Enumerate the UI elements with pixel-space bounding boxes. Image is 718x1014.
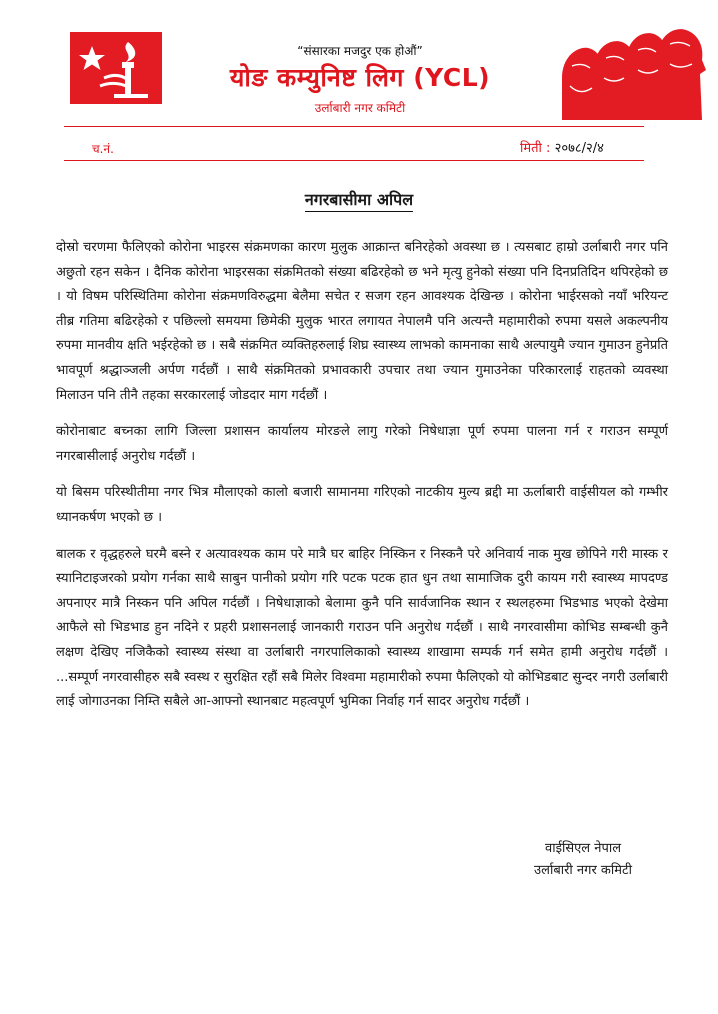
header-divider-bottom — [64, 160, 644, 161]
header-divider-top — [64, 126, 644, 127]
paragraph-1: दोस्रो चरणमा फैलिएको कोरोना भाइरस संक्रमणका कारण मुलुक आक्रान्त बनिरहेको अवस्था छ । त्यसबाट हाम्रो उर्लाबारी नगर पनि अछुतो रहन सकेन । दैनिक कोरोना भाइरसका संक्रमितको संख्या बढिरहेको छ भने मृत्यु हुनेको संख्या पनि दिनप्रतिदिन थपिरहेको छ । यो विषम परिस्थितिमा कोरोना संक्रमणविरुद्धमा बेलैमा सचेत र सजग रहन आवश्यक देखिन्छ । कोरोना भाईरसको नयाँ भरियन्ट तीब्र गतिमा बढिरहेको र पछिल्लो समयमा छिमेकी मुलुक भारत लगायत नेपालमै पनि अत्यन्तै महामारीको रुपमा यसले अकल्पनीय रुपमा मानवीय क्षति भईरहेको छ । सबै संक्रमित व्यक्तिहरुलाई शिघ्र स्वास्थ्य लाभको कामनाका साथै अल्पायुमै ज्यान गुमाउन हुनेप्रति भावपूर्ण श्रद्धाञ्जली अर्पण गर्दछौं । साथै संक्रमितको प्रभावकारी उपचार तथा ज्यान गुमाउनेका परिकारलाई राहतको व्यवस्था मिलाउन पनि तीनै तहका सरकारलाई जोडदार माग गर्दछौं । — [56, 240, 668, 403]
reference-number-label: च.नं. — [92, 142, 114, 156]
letter-title-wrap — [0, 188, 718, 210]
organization-committee: उर्लाबारी नगर कमिटी — [314, 101, 406, 115]
party-motto: “संसारका मजदुर एक होऔं” — [297, 44, 423, 58]
paragraph-3: यो बिसम परिस्थीतीमा नगर भित्र मौलाएको कालो बजारी सामानमा गरिएको नाटकीय मुल्य ब्रद्दी मा ऊर्लाबारी वाईसीयल को गम्भीर ध्यानकर्षण भएको छ । — [56, 485, 668, 525]
date-line — [520, 138, 604, 156]
communist-leaders-portraits-icon — [558, 26, 706, 120]
paragraph-4: बालक र वृद्धहरुले घरमै बस्ने र अत्यावश्यक काम परे मात्रै घर बाहिर निस्किन र निस्कनै परे अनिवार्य नाक मुख छोपिने गरी मास्क र स्यानिटाइजरको प्रयोग गर्नका साथै साबुन पानीको प्रयोग गरि पटक पटक हात धुन तथा सामाजिक दुरी कायम गरी स्वास्थ्य मापदण्ड अपनाएर मात्रै निस्कन पनि अपिल गर्दछौं । निषेधाज्ञाको बेलामा कुनै पनि सार्वजानिक स्थान र स्थलहरुमा भिडभाड भएको देखेमा आफैले सो भिडभाड हुन नदिने र प्रहरी प्रशासनलाई जानकारी गराउन पनि अनुरोध गर्दछौं । साथै नगरवासीमा कोभिड सम्बन्धी कुनै लक्षण देखिए नजिकैको स्वास्थ्य संस्था वा उर्लाबारी नगरपालिकाको स्वास्थ्य शाखामा सम्पर्क गर्न समेत हामी अनुरोध गर्दछौं । ...सम्पूर्ण नगरवासीहरु सबै स्वस्थ र सुरक्षित रहौं सबै मिलेर विश्वमा महामारीको रुपमा फैलिएको यो कोभिडबाट सुन्दर नगरी उर्लाबारी लाई जोगाउनका निम्ति सबैले आ-आफ्नो स्थानबाट महत्वपूर्ण भुमिका निर्वाह गर्न सादर अनुरोध गर्दछौं । — [56, 546, 668, 710]
organization-name: योङ कम्युनिष्ट लिग (YCL) — [229, 63, 491, 92]
star-torch-emblem-icon — [70, 32, 162, 104]
date-label: मिती : — [520, 141, 551, 156]
date-value: २०७८/२/४ — [554, 141, 604, 156]
signature-committee: उर्लाबारी नगर कमिटी — [534, 863, 632, 878]
signature-org: वाईसिएल नेपाल — [544, 841, 622, 856]
signature-block — [508, 838, 658, 882]
paragraph-2: कोरोनाबाट बच्नका लागि जिल्ला प्रशासन कार्यालय मोरङले लागु गरेको निषेधाज्ञा पूर्ण रुपमा पालना गर्न र गराउन सम्पूर्ण नगरबासीलाई अनुरोध गर्दछौं । — [56, 424, 668, 464]
letter-title: नगरबासीमा अपिल — [305, 190, 413, 212]
letter-body — [56, 236, 668, 727]
